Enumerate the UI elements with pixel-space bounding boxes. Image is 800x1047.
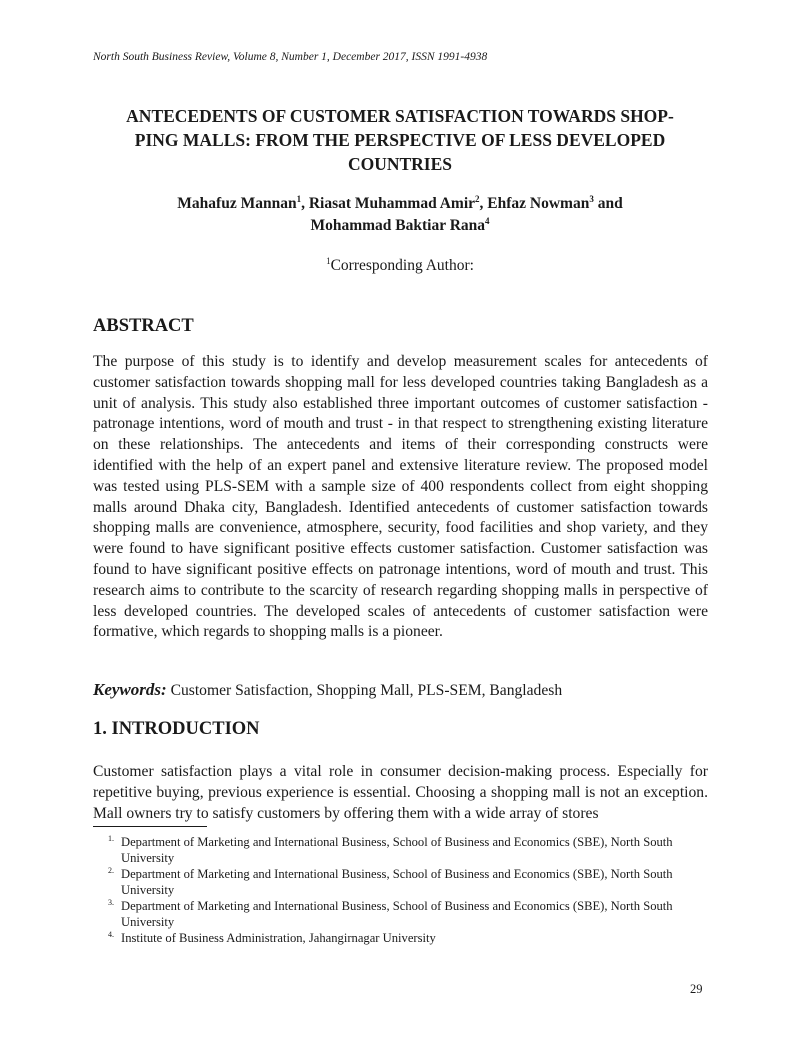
footnote [108,898,708,930]
author-name: Riasat Muhammad Amir [308,195,476,212]
introduction-text: Customer satisfaction plays a vital role in consumer decision-making process. Especially for repetitive buying, previous experience is essential. Choosing a shopping mall is not an exception. Mall owners try to satisfy customers by offering them with a wide array of stores [93,763,708,822]
footnote [108,930,708,946]
footnote-text: Department of Marketing and International Business, School of Business and Economics (SBE), North South University [121,899,673,929]
author-list [100,193,700,237]
title-line: PING MALLS: FROM THE PERSPECTIVE OF LESS DEVELOPED [134,130,666,150]
footnote-text: Institute of Business Administration, Jahangirnagar University [121,931,436,945]
footnote-mark: 4. [108,930,114,939]
author-affiliation-mark: 1 [296,193,302,204]
paper-title [100,104,700,176]
keywords-text: Customer Satisfaction, Shopping Mall, PLS-SEM, Bangladesh [166,682,563,699]
footnote [108,866,708,898]
author-affiliation-mark: 3 [589,193,594,204]
journal-header: North South Business Review, Volume 8, Number 1, December 2017, ISSN 1991-4938 [93,51,488,63]
footnote-text: Department of Marketing and International Business, School of Business and Economics (SBE), North South University [121,835,673,865]
footnote-mark: 3. [108,898,114,907]
footnote-mark: 1. [108,834,114,843]
corresponding-mark: 1 [326,255,331,266]
keywords-label: Keywords: [93,680,167,699]
footnote [108,834,708,866]
author-separator: and [593,195,623,212]
page-number: 29 [690,982,703,996]
introduction-heading: 1. INTRODUCTION [93,719,260,739]
footnotes [108,834,708,946]
corresponding-author-note [100,257,700,275]
author-affiliation-mark: 2 [475,193,480,204]
keywords-line [93,680,562,700]
abstract-text: The purpose of this study is to identify and develop measurement scales for antecedents of customer satisfaction towards shopping mall for less developed countries taking Bangladesh as a unit of analysis. This study also established three important outcomes of customer satisfaction - patronage intentions, word of mouth and trust - in that respect to strengthening existing literature on these relationships. The antecedents and items of their corresponding constructs were identified with the help of an expert panel and extensive literature review. The proposed model was tested using PLS-SEM with a sample size of 400 respondents collect from eight shopping malls around Dhaka city, Bangladesh. Identified antecedents of customer satisfaction towards shopping malls are convenience, atmosphere, security, food facilities and shop variety, and they were found to have significant positive effects customer satisfaction. Customer satisfaction was found to have significant positive effects on patronage intentions, word of mouth and trust. This research aims to contribute to the scarcity of research regarding shopping malls in perspective of less developed countries. The developed scales of antecedents of customer satisfaction were formative, which regards to shopping malls is a pioneer. [93,353,708,641]
title-line: COUNTRIES [347,154,453,174]
abstract-heading: ABSTRACT [93,316,194,336]
author-separator: , [479,195,488,212]
author-separator: , [301,195,309,212]
title-line: ANTECEDENTS OF CUSTOMER SATISFACTION TOWARDS SHOP- [126,106,674,126]
footnote-text: Department of Marketing and International Business, School of Business and Economics (SBE), North South University [121,867,673,897]
author-affiliation-mark: 4 [485,215,490,226]
corresponding-label: Corresponding Author: [330,257,474,274]
footnote-mark: 2. [108,866,114,875]
author-name: Mahafuz Mannan [177,195,297,212]
footnote-divider [93,826,207,827]
author-name: Ehfaz Nowman [487,195,590,212]
author-name: Mohammad Baktiar Rana [310,217,486,234]
